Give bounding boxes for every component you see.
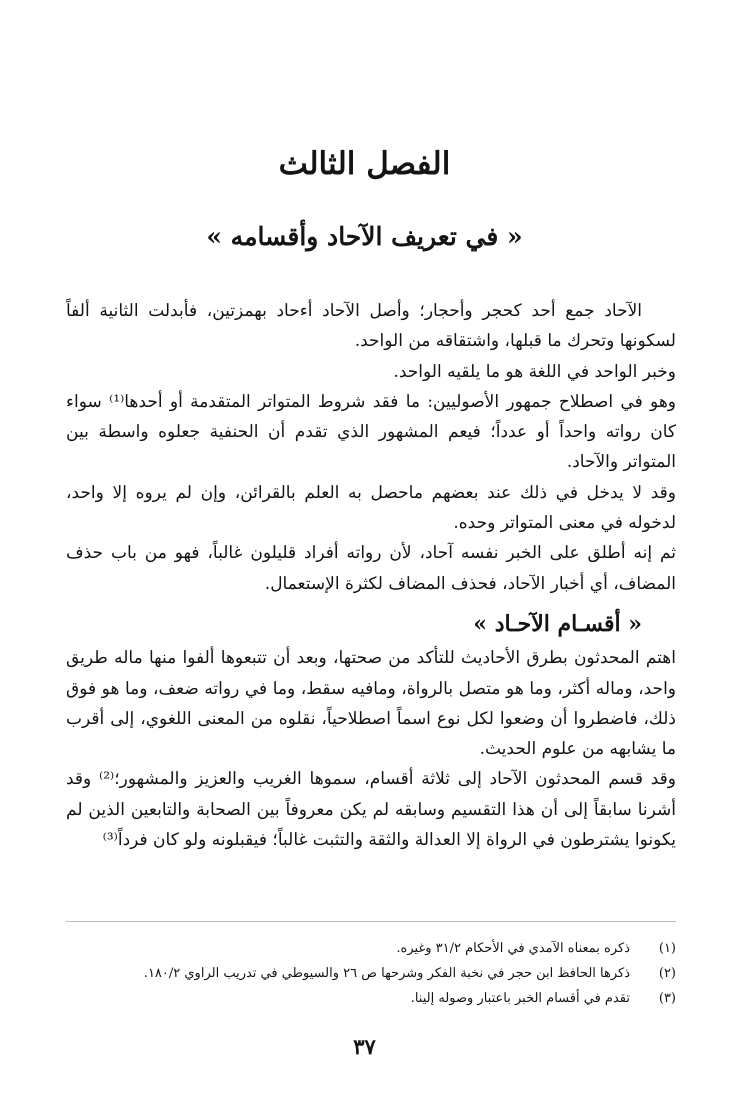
footnote-text: ذكره بمعناه الآمدي في الأحكام ٣١/٢ وغيره. xyxy=(396,941,630,956)
page-body xyxy=(66,296,676,855)
paragraph: الآحاد جمع أحد كحجر وأحجار؛ وأصل الآحاد أءحاد بهمزتين، فأبدلت الثانية ألفاً لسكونها وتحرك ما قبلها، واشتقاقه من الواحد. xyxy=(66,301,676,352)
paragraph: وخبر الواحد في اللغة هو ما يلقيه الواحد. xyxy=(393,361,676,382)
footnote-number: (٢) xyxy=(658,966,676,981)
footnote-divider xyxy=(66,921,676,922)
footnote-item xyxy=(66,961,676,986)
footnote-number: (٣) xyxy=(658,991,676,1006)
footnote-item xyxy=(66,936,676,961)
chapter-title: الفصل الثالث xyxy=(278,146,451,182)
paragraph: اهتم المحدثون بطرق الأحاديث للتأكد من صحتها، وبعد أن تتبعوها ألفوا منها ماله طريق واحد، وماله أكثر، وما هو متصل بالرواة، ومافيه سقط، وما في رواته ضعف، وما هو فوق ذلك، فاضطروا أن وضعوا لكل نوع اسماً اصطلاحياً، نقلوه من المعنى اللغوي، إلى أقرب ما يشابهه من علوم الحديث. xyxy=(66,648,676,760)
footnote-item xyxy=(66,986,676,1011)
footnote-number: (١) xyxy=(658,941,676,956)
paragraph: وقد لا يدخل في ذلك عند بعضهم ماحصل به العلم بالقرائن، وإن لم يروه إلا واحد، لدخوله في معنى المتواتر وحده. xyxy=(66,482,676,534)
paragraph: ثم إنه أطلق على الخبر نفسه آحاد، لأن رواته أفراد قليلون غالباً، فهو من باب حذف المضاف، أي أخبار الآحاد، فحذف المضاف لكثرة الإستعمال. xyxy=(66,543,676,594)
page-number: ٣٧ xyxy=(353,1034,376,1059)
paragraph: وقد قسم المحدثون الآحاد إلى ثلاثة أقسام، سموها الغريب والعزيز والمشهور؛⁽²⁾ وقد أشرنا سابقاً إلى أن هذا التقسيم وسابقه لم يكن معروفاً بين الصحابة والتابعين الذين لم يكونوا يشترطون في الرواة إلا العدالة والثقة والتثبت غالباً؛ فيقبلونه ولو كان فرداً⁽³⁾ xyxy=(66,769,676,851)
footnotes xyxy=(66,936,676,1011)
footnote-text: تقدم في أقسام الخبر باعتبار وصوله إلينا. xyxy=(410,991,630,1006)
paragraph: وهو في اصطلاح جمهور الأصوليين: ما فقد شروط المتواتر المتقدمة أو أحدها⁽¹⁾ سواء كان رواته واحداً أو عدداً؛ فيعم المشهور الذي تقدم أن الحنفية جعلوه واسطة بين المتواتر والآحاد. xyxy=(66,391,676,473)
subheading: « أقسـام الآحـاد » xyxy=(473,610,642,637)
footnote-text: ذكرها الحافظ ابن حجر في نخبة الفكر وشرحها ص ٢٦ والسيوطي في تدريب الراوي ١٨٠/٢. xyxy=(143,966,630,981)
section-title: « في تعريف الآحاد وأقسامه » xyxy=(206,222,523,251)
